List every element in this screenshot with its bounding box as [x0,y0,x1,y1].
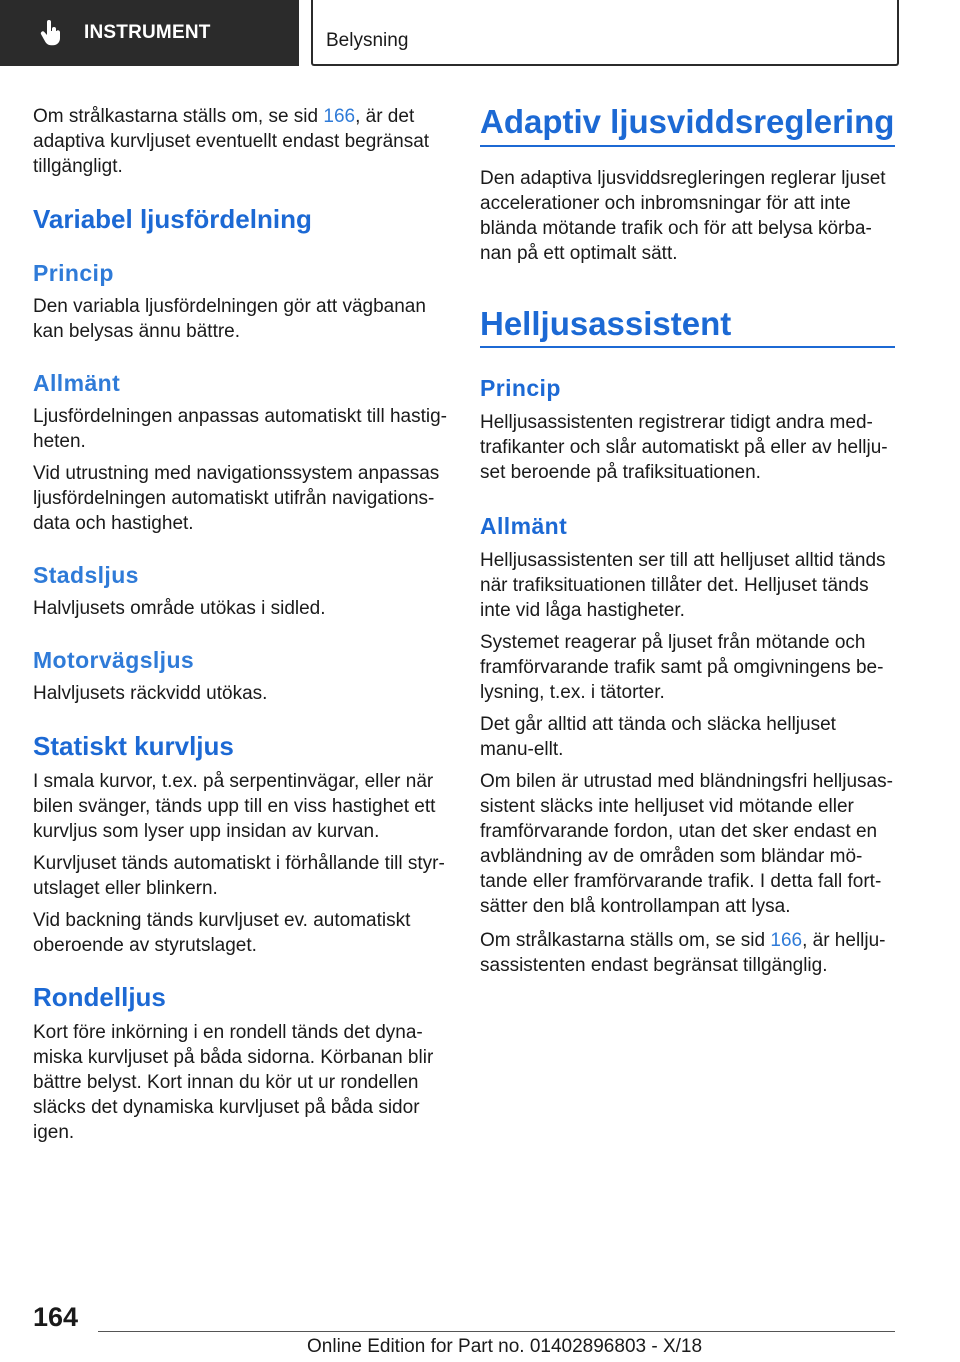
heading-rule [480,346,895,348]
rondelljus-text: Kort före inkörning i en rondell tänds det dyna-miska kurvljuset på båda sidorna. Körbanan blir bättre belyst. Kort innan du kör ut ur rondellen släcks det dynamiska kurvljuset på båda sidor igen. [33,1022,434,1143]
page-link[interactable]: 166 [770,930,803,951]
allmant-paragraph-2: Systemet reagerar på ljuset från mötande och framförvarande trafik samt på omgivningens be-lysning, t.ex. i tätorter. [480,632,884,703]
heading-motorvagsljus: Motorvägsljus [33,647,195,673]
heading-variabel-ljusfordelning: Variabel ljusfördelning [33,204,312,234]
chapter-tab [311,0,899,66]
motorvagsljus-text: Halvljusets räckvidd utökas. [33,683,268,704]
heading-stadsljus: Stadsljus [33,562,139,588]
intro-paragraph: Om strålkastarna ställs om, se sid 166, är det adaptiva kurvljuset eventuellt endast begränsat tillgängligt. [33,106,430,177]
stadsljus-text: Halvljusets område utökas i sidled. [33,598,326,619]
heading-rondelljus: Rondelljus [33,982,166,1012]
allmant-paragraph-2: Vid utrustning med navigationssystem anpassas ljusfördelningen automatiskt utifrån navigations-data och hastighet. [33,463,440,534]
allmant-paragraph-1: Ljusfördelningen anpassas automatiskt till hastig-heten. [33,406,448,452]
adaptiv-text: Den adaptiva ljusviddsregleringen reglerar ljuset accelerationer och inbromsningar för att inte blända mötande trafik och för att belysa körba-nan på ett optimalt sätt. [480,168,886,264]
statiskt-paragraph-3: Vid backning tänds kurvljuset ev. automatiskt oberoende av styrutslaget. [33,910,411,956]
statiskt-paragraph-1: I smala kurvor, t.ex. på serpentinvägar, eller när bilen svänger, tänds upp till en viss hastighet ett kurvljus som lyser upp insidan av kurvan. [33,771,436,842]
chapter-label: Belysning [326,30,409,51]
allmant-paragraph-3: Det går alltid att tända och släcka helljuset manu-ellt. [480,714,836,760]
allmant-paragraph-5: Om strålkastarna ställs om, se sid 166, är hellju-sassistenten endast begränsat tillgänglig. [480,930,886,976]
section-tab [0,0,299,66]
heading-adaptiv-ljusviddsreglering: Adaptiv ljusviddsreglering [480,103,895,140]
heading-princip: Princip [480,375,561,401]
heading-rule [480,145,895,147]
heading-allmant: Allmänt [480,513,568,539]
footer-rule [98,1331,895,1332]
allmant-paragraph-1: Helljusassistenten ser till att helljuset alltid tänds när trafiksituationen tillåter det. Helljuset tänds inte vid låga hastigheter. [480,550,886,621]
heading-princip: Princip [33,260,114,286]
princip-text: Helljusassistenten registrerar tidigt andra med-trafikanter och slår automatiskt på eller av hellju-set beroende på trafiksituationen. [480,412,888,483]
page-number: 164 [33,1302,79,1332]
section-label: INSTRUMENT [84,22,211,43]
heading-helljusassistent: Helljusassistent [480,305,732,342]
statiskt-paragraph-2: Kurvljuset tänds automatiskt i förhållande till styr-utslaget eller blinkern. [33,853,445,899]
heading-allmant: Allmänt [33,370,121,396]
page-link[interactable]: 166 [323,106,356,127]
princip-text: Den variabla ljusfördelningen gör att vägbanan kan belysas ännu bättre. [33,296,426,342]
heading-statiskt-kurvljus: Statiskt kurvljus [33,731,234,761]
hand-pointer-icon [40,19,64,47]
edition-note: Online Edition for Part no. 01402896803 - X/18 [307,1336,703,1357]
allmant-paragraph-4: Om bilen är utrustad med bländningsfri helljusas-sistent släcks inte helljuset vid mötande eller framförvarande fordon, utan det sker endast en avbländning av de områden som bländar mö-tande eller framförvarande trafik. I detta fall fort-sätter den blå kontrollampan att lysa. [480,771,893,917]
